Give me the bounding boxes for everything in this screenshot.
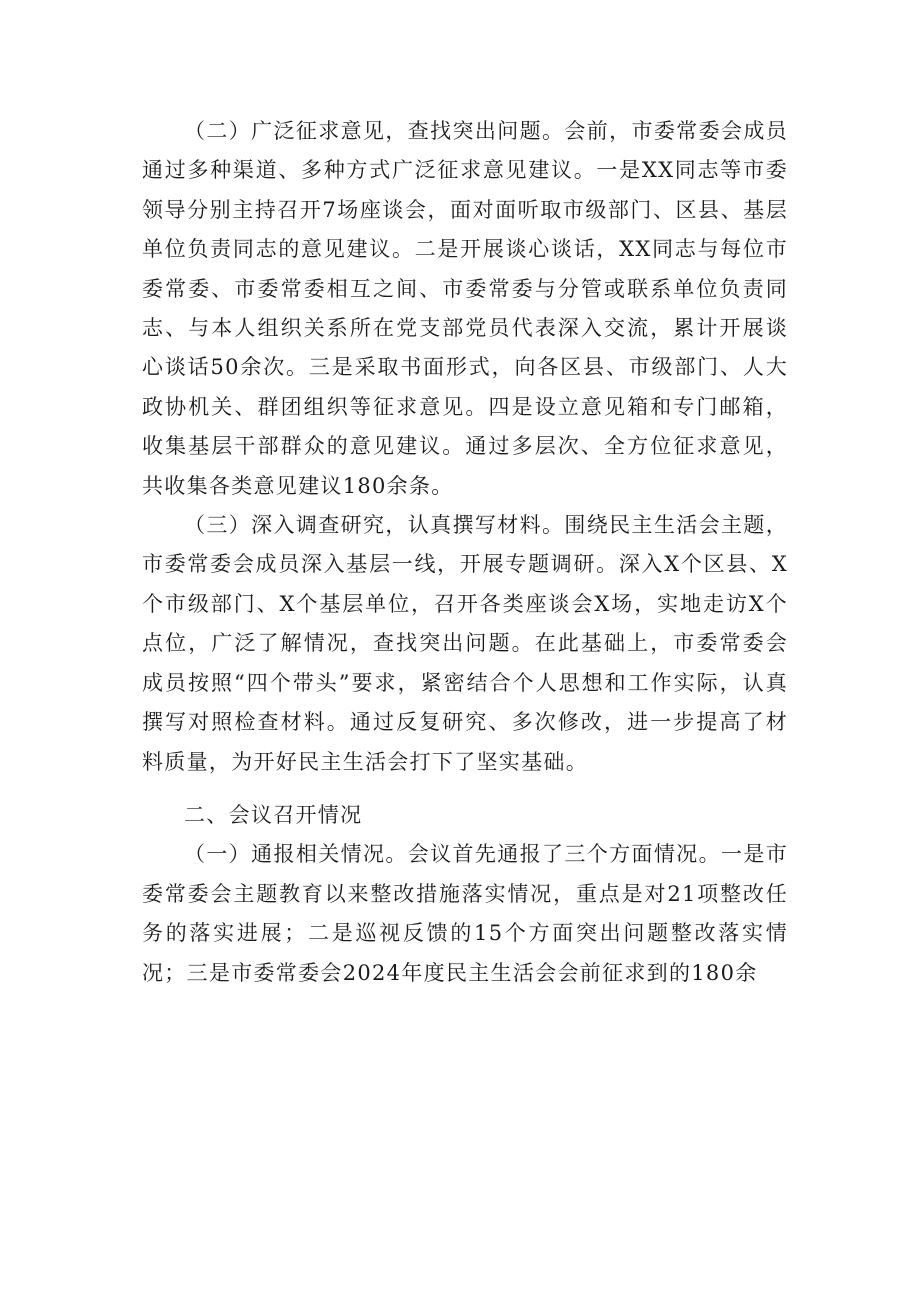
paragraph-solicit-opinions: （二）广泛征求意见，查找突出问题。会前，市委常委会成员通过多种渠道、多种方式广泛征求意见建议。一是XX同志等市委领导分别主持召开7场座谈会，面对面听取市级部门、区县、基层单位负责同志的意见建议。二是开展谈心谈话，XX同志与每位市委常委、市委常委相互之间、市委常委与分管或联系单位负责同志、与本人组织关系所在党支部党员代表深入交流，累计开展谈心谈话50余次。三是采取书面形式，向各区县、市级部门、人大政协机关、群团组织等征求意见。四是设立意见箱和专门邮箱，收集基层干部群众的意见建议。通过多层次、全方位征求意见，共收集各类意见建议180余条。 [142,119,788,498]
paragraph-research: （三）深入调查研究，认真撰写材料。围绕民主生活会主题，市委常委会成员深入基层一线，开展专题调研。深入X个区县、X个市级部门、X个基层单位，召开各类座谈会X场，实地走访X个点位，广泛了解情况，查找突出问题。在此基础上，市委常委会成员按照“四个带头”要求，紧密结合个人思想和工作实际，认真撰写对照检查材料。通过反复研究、多次修改，进一步提高了材料质量，为开好民主生活会打下了坚实基础。 [142,513,788,774]
document-body [142,112,788,993]
paragraph-briefing: （一）通报相关情况。会议首先通报了三个方面情况。一是市委常委会主题教育以来整改措施落实情况，重点是对21项整改任务的落实进展；二是巡视反馈的15个方面突出问题整改落实情况；三是市委常委会2024年度民主生活会会前征求到的180余 [142,842,788,985]
section-heading: 二、会议召开情况 [184,802,363,827]
